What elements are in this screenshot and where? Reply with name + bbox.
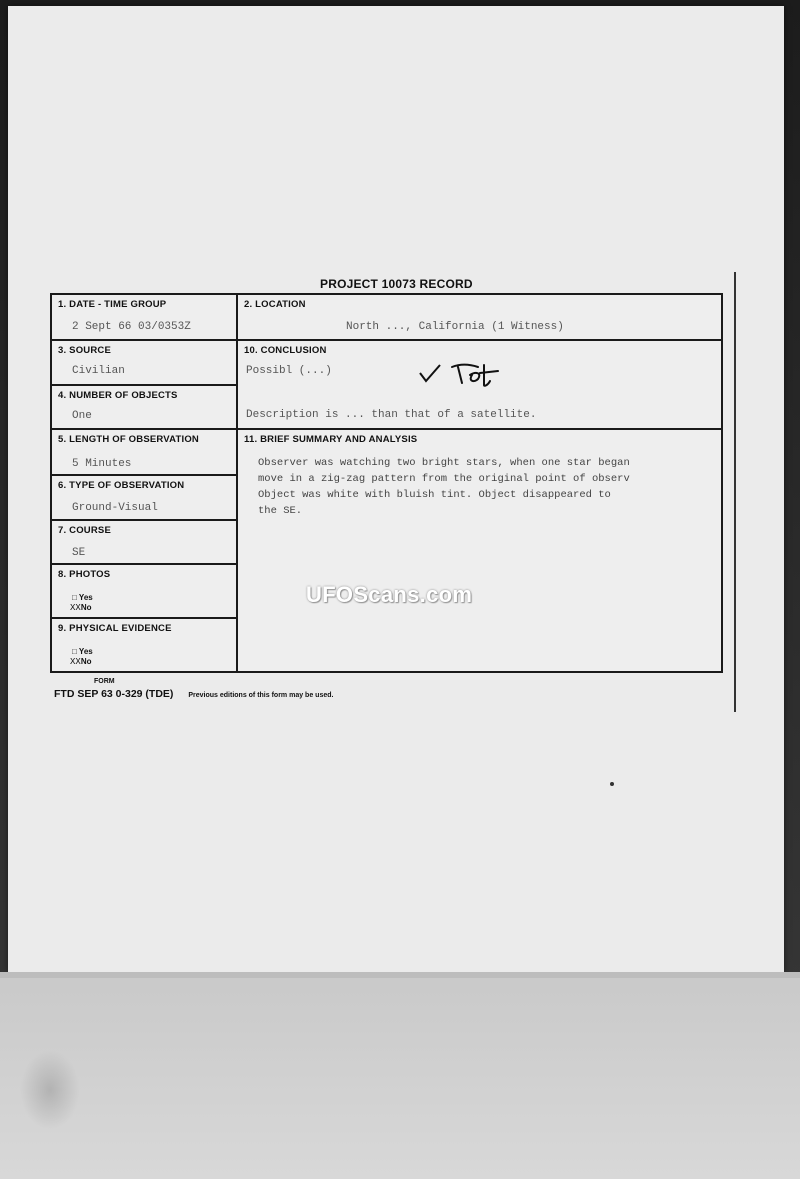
summary-label: 11. BRIEF SUMMARY AND ANALYSIS: [244, 434, 418, 445]
type-observation-cell: [52, 476, 236, 519]
location-value: North ..., California (1 Witness): [346, 321, 564, 333]
date-time-value: 2 Sept 66 03/0353Z: [72, 321, 191, 333]
smudge-mark: [20, 1050, 80, 1130]
evidence-yes-option: □ Yes: [72, 647, 93, 656]
summary-line: Observer was watching two bright stars, when one star began: [258, 457, 630, 469]
summary-text: [258, 455, 718, 519]
second-page-edge: [0, 972, 800, 1179]
number-objects-label: 4. NUMBER OF OBJECTS: [58, 390, 178, 401]
length-observation-value: 5 Minutes: [72, 458, 132, 470]
photos-no-option: [70, 603, 91, 613]
photos-cell: [52, 565, 236, 617]
photos-yes-label: Yes: [78, 593, 93, 602]
physical-evidence-label: 9. PHYSICAL EVIDENCE: [58, 623, 172, 634]
number-objects-value: One: [72, 410, 92, 422]
source-cell: [52, 341, 236, 384]
location-cell: [238, 295, 721, 339]
summary-line: the SE.: [258, 505, 303, 517]
length-observation-label: 5. LENGTH OF OBSERVATION: [58, 434, 199, 445]
evidence-no-mark: XX: [70, 657, 81, 667]
speck: [610, 782, 614, 786]
footer: [54, 688, 333, 700]
length-observation-cell: [52, 430, 236, 474]
summary-line: Object was white with bluish tint. Object disappeared to: [258, 489, 611, 501]
evidence-no-label: No: [80, 657, 92, 666]
photos-no-label: No: [80, 603, 92, 612]
evidence-yes-label: Yes: [78, 647, 93, 656]
handwritten-check-initials: [418, 357, 528, 391]
course-value: SE: [72, 547, 86, 559]
number-objects-cell: [52, 386, 236, 428]
date-time-label: 1. DATE - TIME GROUP: [58, 299, 167, 310]
footer-form-label: FORM: [94, 678, 115, 685]
footer-form-id: FTD SEP 63 0-329 (TDE): [54, 688, 174, 700]
conclusion-value: Possibl (...): [246, 365, 332, 377]
source-value: Civilian: [72, 365, 125, 377]
summary-line: move in a zig-zag pattern from the original point of observ: [258, 473, 630, 485]
source-label: 3. SOURCE: [58, 345, 112, 356]
date-time-cell: [52, 295, 236, 339]
record-title: PROJECT 10073 RECORD: [320, 277, 473, 291]
evidence-no-option: [70, 657, 91, 667]
photos-no-mark: XX: [70, 603, 81, 613]
conclusion-note: Description is ... than that of a satellite.: [246, 409, 537, 421]
footer-note: Previous editions of this form may be used.: [188, 692, 334, 699]
course-label: 7. COURSE: [58, 525, 112, 536]
course-cell: [52, 521, 236, 563]
watermark: UFOScans.com: [306, 582, 473, 607]
type-observation-value: Ground-Visual: [72, 502, 158, 514]
conclusion-cell: [238, 341, 721, 428]
location-label: 2. LOCATION: [244, 299, 306, 310]
photos-label: 8. PHOTOS: [58, 569, 111, 580]
margin-rule: [734, 272, 736, 712]
type-observation-label: 6. TYPE OF OBSERVATION: [58, 480, 185, 491]
photos-yes-option: □ Yes: [72, 593, 93, 602]
conclusion-label: 10. CONCLUSION: [244, 345, 327, 356]
physical-evidence-cell: [52, 619, 236, 671]
